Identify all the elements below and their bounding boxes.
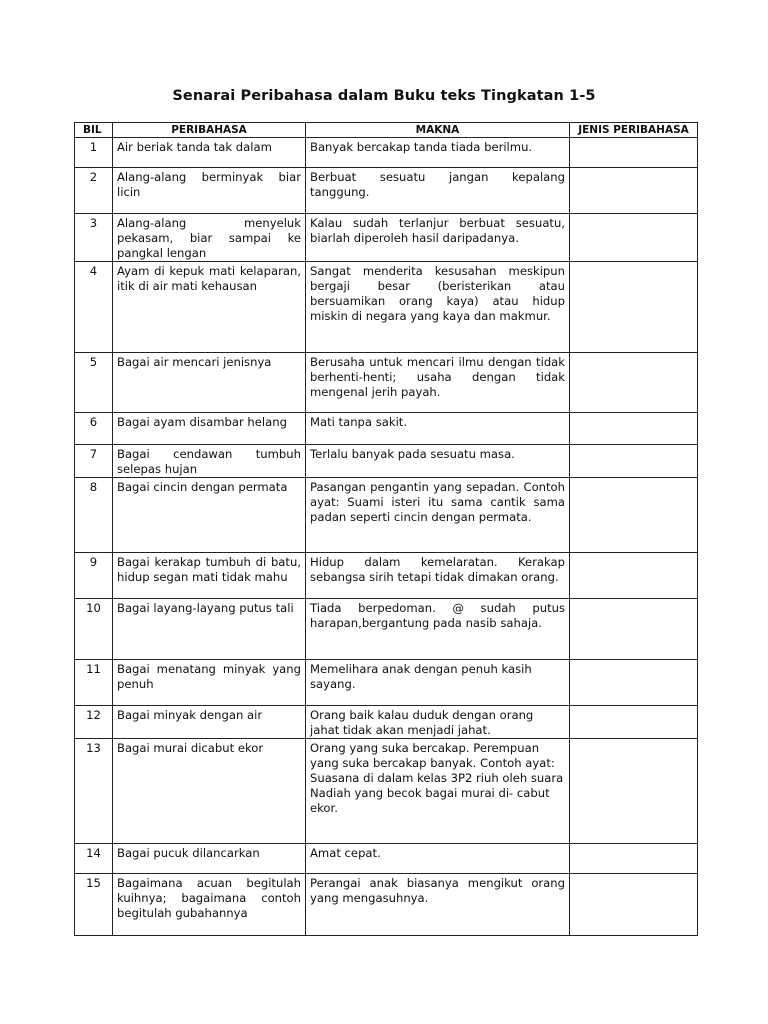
table-row bbox=[75, 262, 698, 353]
table-row bbox=[75, 660, 698, 706]
cell-peribahasa: Bagai air mencari jenisnya bbox=[113, 353, 306, 413]
cell-peribahasa: Bagai layang-layang putus tali bbox=[113, 599, 306, 660]
table-row bbox=[75, 214, 698, 262]
cell-jenis bbox=[570, 844, 698, 874]
cell-peribahasa: Bagai menatang minyak yang penuh bbox=[113, 660, 306, 706]
cell-makna: Amat cepat. bbox=[306, 844, 570, 874]
cell-bil: 13 bbox=[75, 739, 113, 844]
table-row bbox=[75, 739, 698, 844]
cell-peribahasa: Bagai cendawan tumbuh selepas hujan bbox=[113, 445, 306, 478]
cell-makna: Banyak bercakap tanda tiada berilmu. bbox=[306, 138, 570, 168]
cell-peribahasa: Ayam di kepuk mati kelaparan, itik di air mati kehausan bbox=[113, 262, 306, 353]
cell-peribahasa: Air beriak tanda tak dalam bbox=[113, 138, 306, 168]
cell-bil: 10 bbox=[75, 599, 113, 660]
cell-peribahasa: Bagaimana acuan begitulah kuihnya; bagaimana contoh begitulah gubahannya bbox=[113, 874, 306, 936]
header-peribahasa: PERIBAHASA bbox=[113, 123, 306, 138]
cell-bil: 2 bbox=[75, 168, 113, 214]
cell-makna: Mati tanpa sakit. bbox=[306, 413, 570, 445]
table-header-row bbox=[75, 123, 698, 138]
table-row bbox=[75, 478, 698, 553]
cell-jenis bbox=[570, 599, 698, 660]
table-row bbox=[75, 445, 698, 478]
cell-makna: Tiada berpedoman. @ sudah putus harapan,bergantung pada nasib sahaja. bbox=[306, 599, 570, 660]
cell-makna: Berbuat sesuatu jangan kepalang tanggung. bbox=[306, 168, 570, 214]
cell-jenis bbox=[570, 413, 698, 445]
cell-peribahasa: Bagai minyak dengan air bbox=[113, 706, 306, 739]
peribahasa-table bbox=[74, 122, 698, 936]
cell-bil: 1 bbox=[75, 138, 113, 168]
cell-jenis bbox=[570, 353, 698, 413]
cell-jenis bbox=[570, 214, 698, 262]
header-jenis: JENIS PERIBAHASA bbox=[570, 123, 698, 138]
cell-makna: Terlalu banyak pada sesuatu masa. bbox=[306, 445, 570, 478]
cell-bil: 5 bbox=[75, 353, 113, 413]
cell-jenis bbox=[570, 478, 698, 553]
cell-peribahasa: Bagai murai dicabut ekor bbox=[113, 739, 306, 844]
cell-bil: 15 bbox=[75, 874, 113, 936]
cell-makna: Pasangan pengantin yang sepadan. Contoh ayat: Suami isteri itu sama cantik sama padan seperti cincin dengan permata. bbox=[306, 478, 570, 553]
table-row bbox=[75, 168, 698, 214]
cell-bil: 6 bbox=[75, 413, 113, 445]
cell-peribahasa: Bagai kerakap tumbuh di batu, hidup segan mati tidak mahu bbox=[113, 553, 306, 599]
cell-peribahasa: Alang-alang menyeluk pekasam, biar sampai ke pangkal lengan bbox=[113, 214, 306, 262]
cell-peribahasa: Bagai pucuk dilancarkan bbox=[113, 844, 306, 874]
cell-makna: Hidup dalam kemelaratan. Kerakap sebangsa sirih tetapi tidak dimakan orang. bbox=[306, 553, 570, 599]
cell-makna: Sangat menderita kesusahan meskipun bergaji besar (beristerikan atau bersuamikan orang kaya) atau hidup miskin di negara yang kaya dan makmur. bbox=[306, 262, 570, 353]
table-row bbox=[75, 553, 698, 599]
table-row bbox=[75, 706, 698, 739]
cell-makna: Perangai anak biasanya mengikut orang yang mengasuhnya. bbox=[306, 874, 570, 936]
cell-makna: Memelihara anak dengan penuh kasih sayang. bbox=[306, 660, 570, 706]
cell-bil: 7 bbox=[75, 445, 113, 478]
cell-jenis bbox=[570, 445, 698, 478]
cell-makna: Orang baik kalau duduk dengan orang jahat tidak akan menjadi jahat. bbox=[306, 706, 570, 739]
page-title: Senarai Peribahasa dalam Buku teks Tingkatan 1-5 bbox=[172, 88, 596, 104]
cell-jenis bbox=[570, 168, 698, 214]
cell-bil: 4 bbox=[75, 262, 113, 353]
cell-bil: 3 bbox=[75, 214, 113, 262]
cell-jenis bbox=[570, 138, 698, 168]
header-bil: BIL bbox=[75, 123, 113, 138]
cell-bil: 14 bbox=[75, 844, 113, 874]
table-row bbox=[75, 874, 698, 936]
cell-bil: 12 bbox=[75, 706, 113, 739]
cell-peribahasa: Alang-alang berminyak biar licin bbox=[113, 168, 306, 214]
cell-makna: Orang yang suka bercakap. Perempuan yang suka bercakap banyak. Contoh ayat: Suasana di dalam kelas 3P2 riuh oleh suara Nadiah yang becok bagai murai di- cabut ekor. bbox=[306, 739, 570, 844]
cell-jenis bbox=[570, 706, 698, 739]
cell-jenis bbox=[570, 739, 698, 844]
header-makna: MAKNA bbox=[306, 123, 570, 138]
cell-jenis bbox=[570, 874, 698, 936]
cell-jenis bbox=[570, 262, 698, 353]
table-row bbox=[75, 844, 698, 874]
cell-peribahasa: Bagai cincin dengan permata bbox=[113, 478, 306, 553]
cell-peribahasa: Bagai ayam disambar helang bbox=[113, 413, 306, 445]
table-row bbox=[75, 413, 698, 445]
table-row bbox=[75, 138, 698, 168]
cell-jenis bbox=[570, 660, 698, 706]
table-row bbox=[75, 353, 698, 413]
cell-jenis bbox=[570, 553, 698, 599]
cell-makna: Berusaha untuk mencari ilmu dengan tidak berhenti-henti; usaha dengan tidak mengenal jerih payah. bbox=[306, 353, 570, 413]
cell-bil: 8 bbox=[75, 478, 113, 553]
cell-bil: 9 bbox=[75, 553, 113, 599]
cell-makna: Kalau sudah terlanjur berbuat sesuatu, biarlah diperoleh hasil daripadanya. bbox=[306, 214, 570, 262]
table-row bbox=[75, 599, 698, 660]
cell-bil: 11 bbox=[75, 660, 113, 706]
